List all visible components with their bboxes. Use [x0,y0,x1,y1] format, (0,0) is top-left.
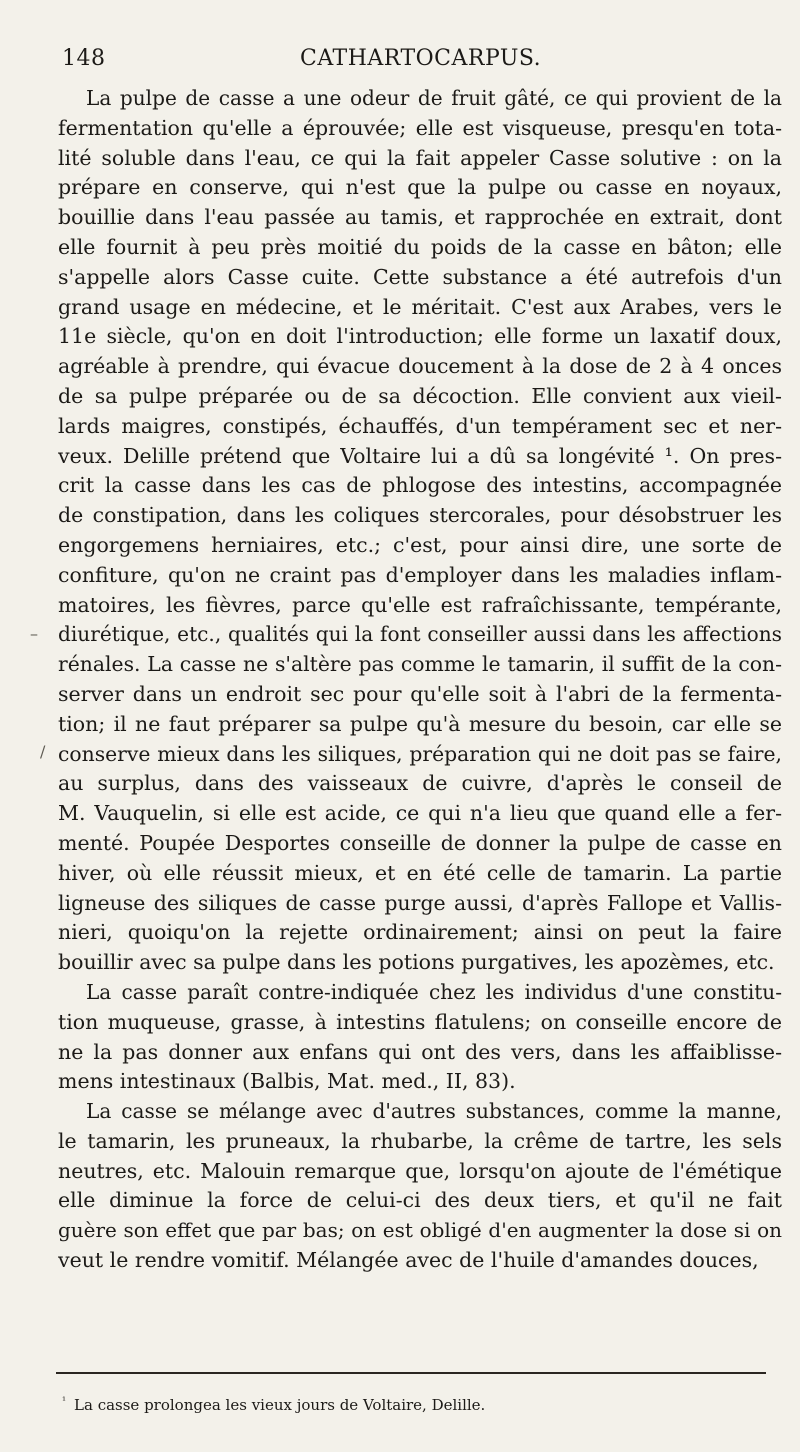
body-text [58,84,782,1276]
text-line: La casse se mélange avec d'autres substances, comme la manne, [86,1099,782,1124]
text-line: veut le rendre vomitif. Mélangée avec de l'huile d'amandes douces, [58,1248,759,1273]
text-line: crit la casse dans les cas de phlogose des intestins, accompagnée [58,473,782,498]
text-line: hiver, où elle réussit mieux, et en été celle de tamarin. La partie [58,860,782,885]
text-line: de sa pulpe préparée ou de sa décoction. Elle convient aux vieil- [58,383,782,408]
text-line: agréable à prendre, qui évacue doucement à la dose de 2 à 4 onces [58,354,782,379]
text-line: veux. Delille prétend que Voltaire lui a dû sa longévité ¹. On pres- [58,443,782,468]
text-line: server dans un endroit sec pour qu'elle soit à l'abri de la fermenta- [58,681,782,706]
text-line: La pulpe de casse a une odeur de fruit gâté, ce qui provient de la [86,86,782,110]
text-line: elle fournit à peu près moitié du poids de la casse en bâton; elle [58,234,782,259]
text-line: de constipation, dans les coliques stercorales, pour désobstruer les [58,503,782,528]
text-line: mens intestinaux (Balbis, Mat. med., II, 83). [58,1069,516,1094]
footnote-mark: ¹ [62,1396,67,1407]
text-line: guère son effet que par bas; on est obligé d'en augmenter la dose si on [58,1218,782,1243]
text-line: prépare en conserve, qui n'est que la pulpe ou casse en noyaux, [58,175,782,200]
text-line: rénales. La casse ne s'altère pas comme le tamarin, il suffit de la con- [58,652,782,677]
text-line: matoires, les fièvres, parce qu'elle est rafraîchissante, tempérante, [58,592,782,617]
page-number: 148 [62,46,106,71]
margin-dash-mark: – [30,624,38,643]
text-line: elle diminue la force de celui-ci des deux tiers, et qu'il ne fait [58,1188,782,1213]
text-line: menté. Poupée Desportes conseille de donner la pulpe de casse en [58,830,782,855]
text-line: La casse paraît contre-indiquée chez les individus d'une constitu- [86,979,782,1004]
page-header [62,46,782,80]
text-line: bouillir avec sa pulpe dans les potions purgatives, les apozèmes, etc. [58,950,775,975]
text-line: ne la pas donner aux enfans qui ont des vers, dans les affaiblisse- [58,1039,782,1064]
text-line: lards maigres, constipés, échauffés, d'un tempérament sec et ner- [58,413,782,438]
text-line: tion; il ne faut préparer sa pulpe qu'à mesure du besoin, car elle se [58,711,782,736]
running-title: CATHARTOCARPUS. [300,46,542,71]
text-line: neutres, etc. Malouin remarque que, lorsqu'on ajoute de l'émétique [58,1158,782,1183]
text-line: ligneuse des siliques de casse purge aussi, d'après Fallope et Vallis- [58,890,782,915]
text-line: engorgemens herniaires, etc.; c'est, pour ainsi dire, une sorte de [58,532,782,557]
footnote-text: La casse prolongea les vieux jours de Voltaire, Delille. [74,1396,486,1414]
text-line: bouillie dans l'eau passée au tamis, et rapprochée en extrait, dont [58,205,782,230]
text-line: conserve mieux dans les siliques, préparation qui ne doit pas se faire, [58,741,782,766]
text-line: lité soluble dans l'eau, ce qui la fait appeler Casse solutive : on la [58,145,782,170]
text-line: 11e siècle, qu'on en doit l'introduction; elle forme un laxatif doux, [58,324,782,349]
text-line: fermentation qu'elle a éprouvée; elle est visqueuse, presqu'en tota- [58,115,782,140]
margin-tick-mark: / [40,742,46,761]
text-line: au surplus, dans des vaisseaux de cuivre, d'après le conseil de [58,771,782,796]
footnote-divider [56,1372,766,1374]
text-line: M. Vauquelin, si elle est acide, ce qui n'a lieu que quand elle a fer- [58,801,782,826]
text-line: tion muqueuse, grasse, à intestins flatulens; on conseille encore de [58,1009,782,1034]
text-line: confiture, qu'on ne craint pas d'employer dans les maladies inflam- [58,562,782,587]
text-line: nieri, quoiqu'on la rejette ordinairement; ainsi on peut la faire [58,920,782,945]
text-line: diurétique, etc., qualités qui la font conseiller aussi dans les affections [58,622,782,647]
text-line: le tamarin, les pruneaux, la rhubarbe, la crême de tartre, les sels [58,1128,782,1153]
text-line: grand usage en médecine, et le méritait. C'est aux Arabes, vers le [58,294,782,319]
text-line: s'appelle alors Casse cuite. Cette substance a été autrefois d'un [58,264,782,289]
footnote [62,1392,762,1415]
